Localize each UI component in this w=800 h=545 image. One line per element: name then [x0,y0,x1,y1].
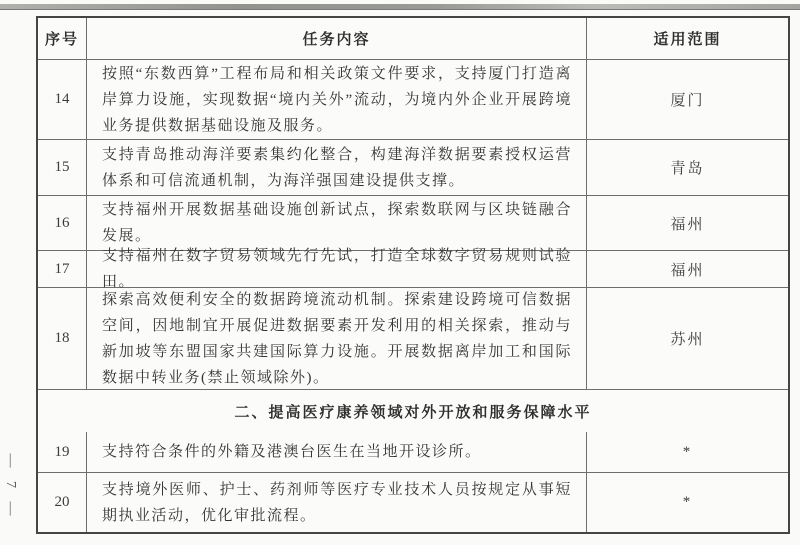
applicable-scope: 福州 [670,216,705,233]
row-number: 18 [38,288,87,389]
task-content-text: 支持境外医师、护士、药剂师等医疗专业技术人员按规定从事短期执业活动，优化审批流程。 [102,481,572,524]
task-content-cell [87,60,587,139]
applicable-scope: 福州 [670,262,705,279]
task-content-text: 支持符合条件的外籍及港澳台医生在当地开设诊所。 [102,444,482,460]
task-table [36,16,790,534]
task-content-cell [87,140,587,195]
task-content-cell [87,288,587,389]
task-content-cell [87,248,587,290]
scan-edge-artifact [0,4,800,10]
table-row [38,248,788,290]
task-content-cell [87,432,587,472]
row-number: 19 [38,432,87,472]
page-number: — 7 — [3,453,18,521]
table-row [38,287,788,389]
task-content-cell [87,196,587,250]
row-number: 17 [38,251,87,287]
task-content-cell [87,473,587,532]
task-content-text: 探索高效便利安全的数据跨境流动机制。探索建设跨境可信数据空间，因地制宜开展促进数据要素开发利用的相关探索，推动与新加坡等东盟国家共建国际算力设施。开展数据离岸加工和国际数据中转业务(禁止领域除外)。 [102,291,572,386]
header-applicable-scope: 适用范围 [653,32,722,48]
row-number: 15 [38,140,87,195]
applicable-scope: 厦门 [670,93,705,109]
section-header-title: 二、提高医疗康养领域对外开放和服务保障水平 [234,404,592,421]
table-row [38,472,788,532]
row-number: 20 [38,473,87,532]
row-number: 14 [38,60,87,139]
table-row [38,195,788,250]
applicable-scope: * [682,494,693,510]
task-content-text: 支持青岛推动海洋要素集约化整合，构建海洋数据要素授权运营体系和可信流通机制，为海洋强国建设提供支撑。 [102,146,572,189]
table-row [38,59,788,139]
applicable-scope: 苏州 [670,332,705,348]
section-header-row [38,389,788,432]
table-header-row [38,18,788,59]
row-number: 16 [38,196,87,250]
applicable-scope: * [682,443,693,460]
header-serial-number: 序号 [38,18,87,59]
task-content-text: 按照“东数西算”工程布局和相关政策文件要求，支持厦门打造离岸算力设施，实现数据“境内关外”流动，为境内外企业开展跨境业务提供数据基础设施及服务。 [102,65,572,134]
header-task-content: 任务内容 [87,18,587,59]
task-content-text: 支持福州开展数据基础设施创新试点，探索数联网与区块链融合发展。 [102,202,572,244]
table-row [38,432,788,472]
applicable-scope: 青岛 [670,161,705,177]
table-row [38,139,788,195]
task-content-text: 支持福州在数字贸易领域先行先试，打造全球数字贸易规则试验田。 [102,248,572,290]
